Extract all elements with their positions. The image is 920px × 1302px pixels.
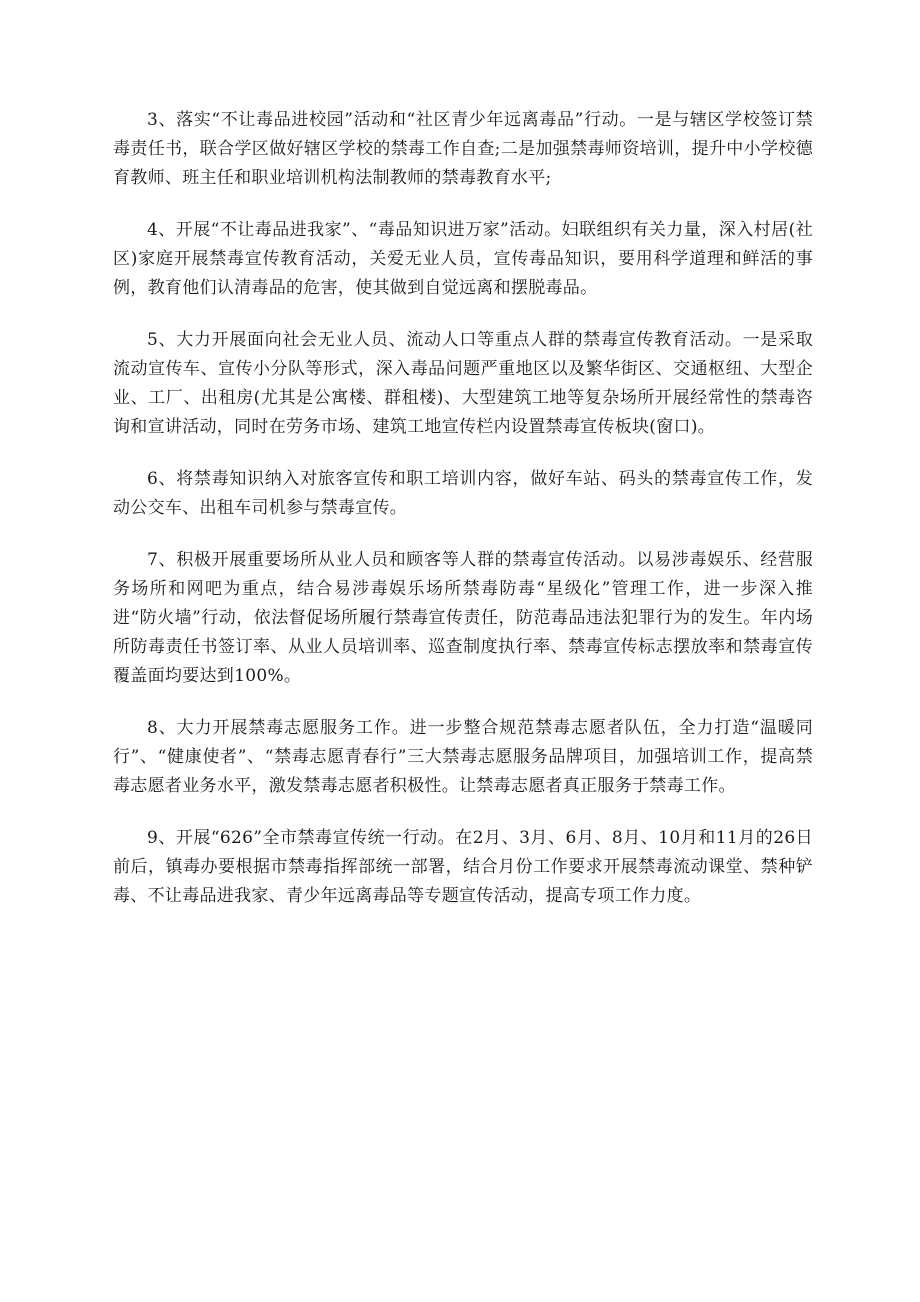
paragraph-item-5: 5、大力开展面向社会无业人员、流动人口等重点人群的禁毒宣传教育活动。一是采取流动宣传车、宣传小分队等形式，深入毒品问题严重地区以及繁华街区、交通枢纽、大型企业、工厂、出租房(尤其是公寓楼、群租楼)、大型建筑工地等复杂场所开展经常性的禁毒咨询和宣讲活动，同时在劳务市场、建筑工地宣传栏内设置禁毒宣传板块(窗口)。	[113, 330, 813, 437]
paragraph-item-3: 3、落实“不让毒品进校园”活动和“社区青少年远离毒品”行动。一是与辖区学校签订禁毒责任书，联合学区做好辖区学校的禁毒工作自查;二是加强禁毒师资培训，提升中小学校德育教师、班主任和职业培训机构法制教师的禁毒教育水平;	[113, 110, 813, 188]
paragraph-item-4: 4、开展“不让毒品进我家”、“毒品知识进万家”活动。妇联组织有关力量，深入村居(社区)家庭开展禁毒宣传教育活动，关爱无业人员，宣传毒品知识，要用科学道理和鲜活的事例，教育他们认清毒品的危害，使其做到自觉远离和摆脱毒品。	[113, 220, 813, 298]
paragraph-item-9: 9、开展“626”全市禁毒宣传统一行动。在2月、3月、6月、8月、10月和11月的26日前后，镇毒办要根据市禁毒指挥部统一部署，结合月份工作要求开展禁毒流动课堂、禁种铲毒、不让毒品进我家、青少年远离毒品等专题宣传活动，提高专项工作力度。	[113, 828, 813, 906]
paragraph-item-7: 7、积极开展重要场所从业人员和顾客等人群的禁毒宣传活动。以易涉毒娱乐、经营服务场所和网吧为重点，结合易涉毒娱乐场所禁毒防毒“星级化”管理工作，进一步深入推进“防火墙”行动，依法督促场所履行禁毒宣传责任，防范毒品违法犯罪行为的发生。年内场所防毒责任书签订率、从业人员培训率、巡查制度执行率、禁毒宣传标志摆放率和禁毒宣传覆盖面均要达到100%。	[113, 550, 813, 686]
document-body	[113, 106, 813, 934]
paragraph-item-6: 6、将禁毒知识纳入对旅客宣传和职工培训内容，做好车站、码头的禁毒宣传工作，发动公交车、出租车司机参与禁毒宣传。	[113, 469, 813, 518]
paragraph-item-8: 8、大力开展禁毒志愿服务工作。进一步整合规范禁毒志愿者队伍，全力打造“温暖同行”、“健康使者”、“禁毒志愿青春行”三大禁毒志愿服务品牌项目，加强培训工作，提高禁毒志愿者业务水平，激发禁毒志愿者积极性。让禁毒志愿者真正服务于禁毒工作。	[113, 718, 813, 796]
